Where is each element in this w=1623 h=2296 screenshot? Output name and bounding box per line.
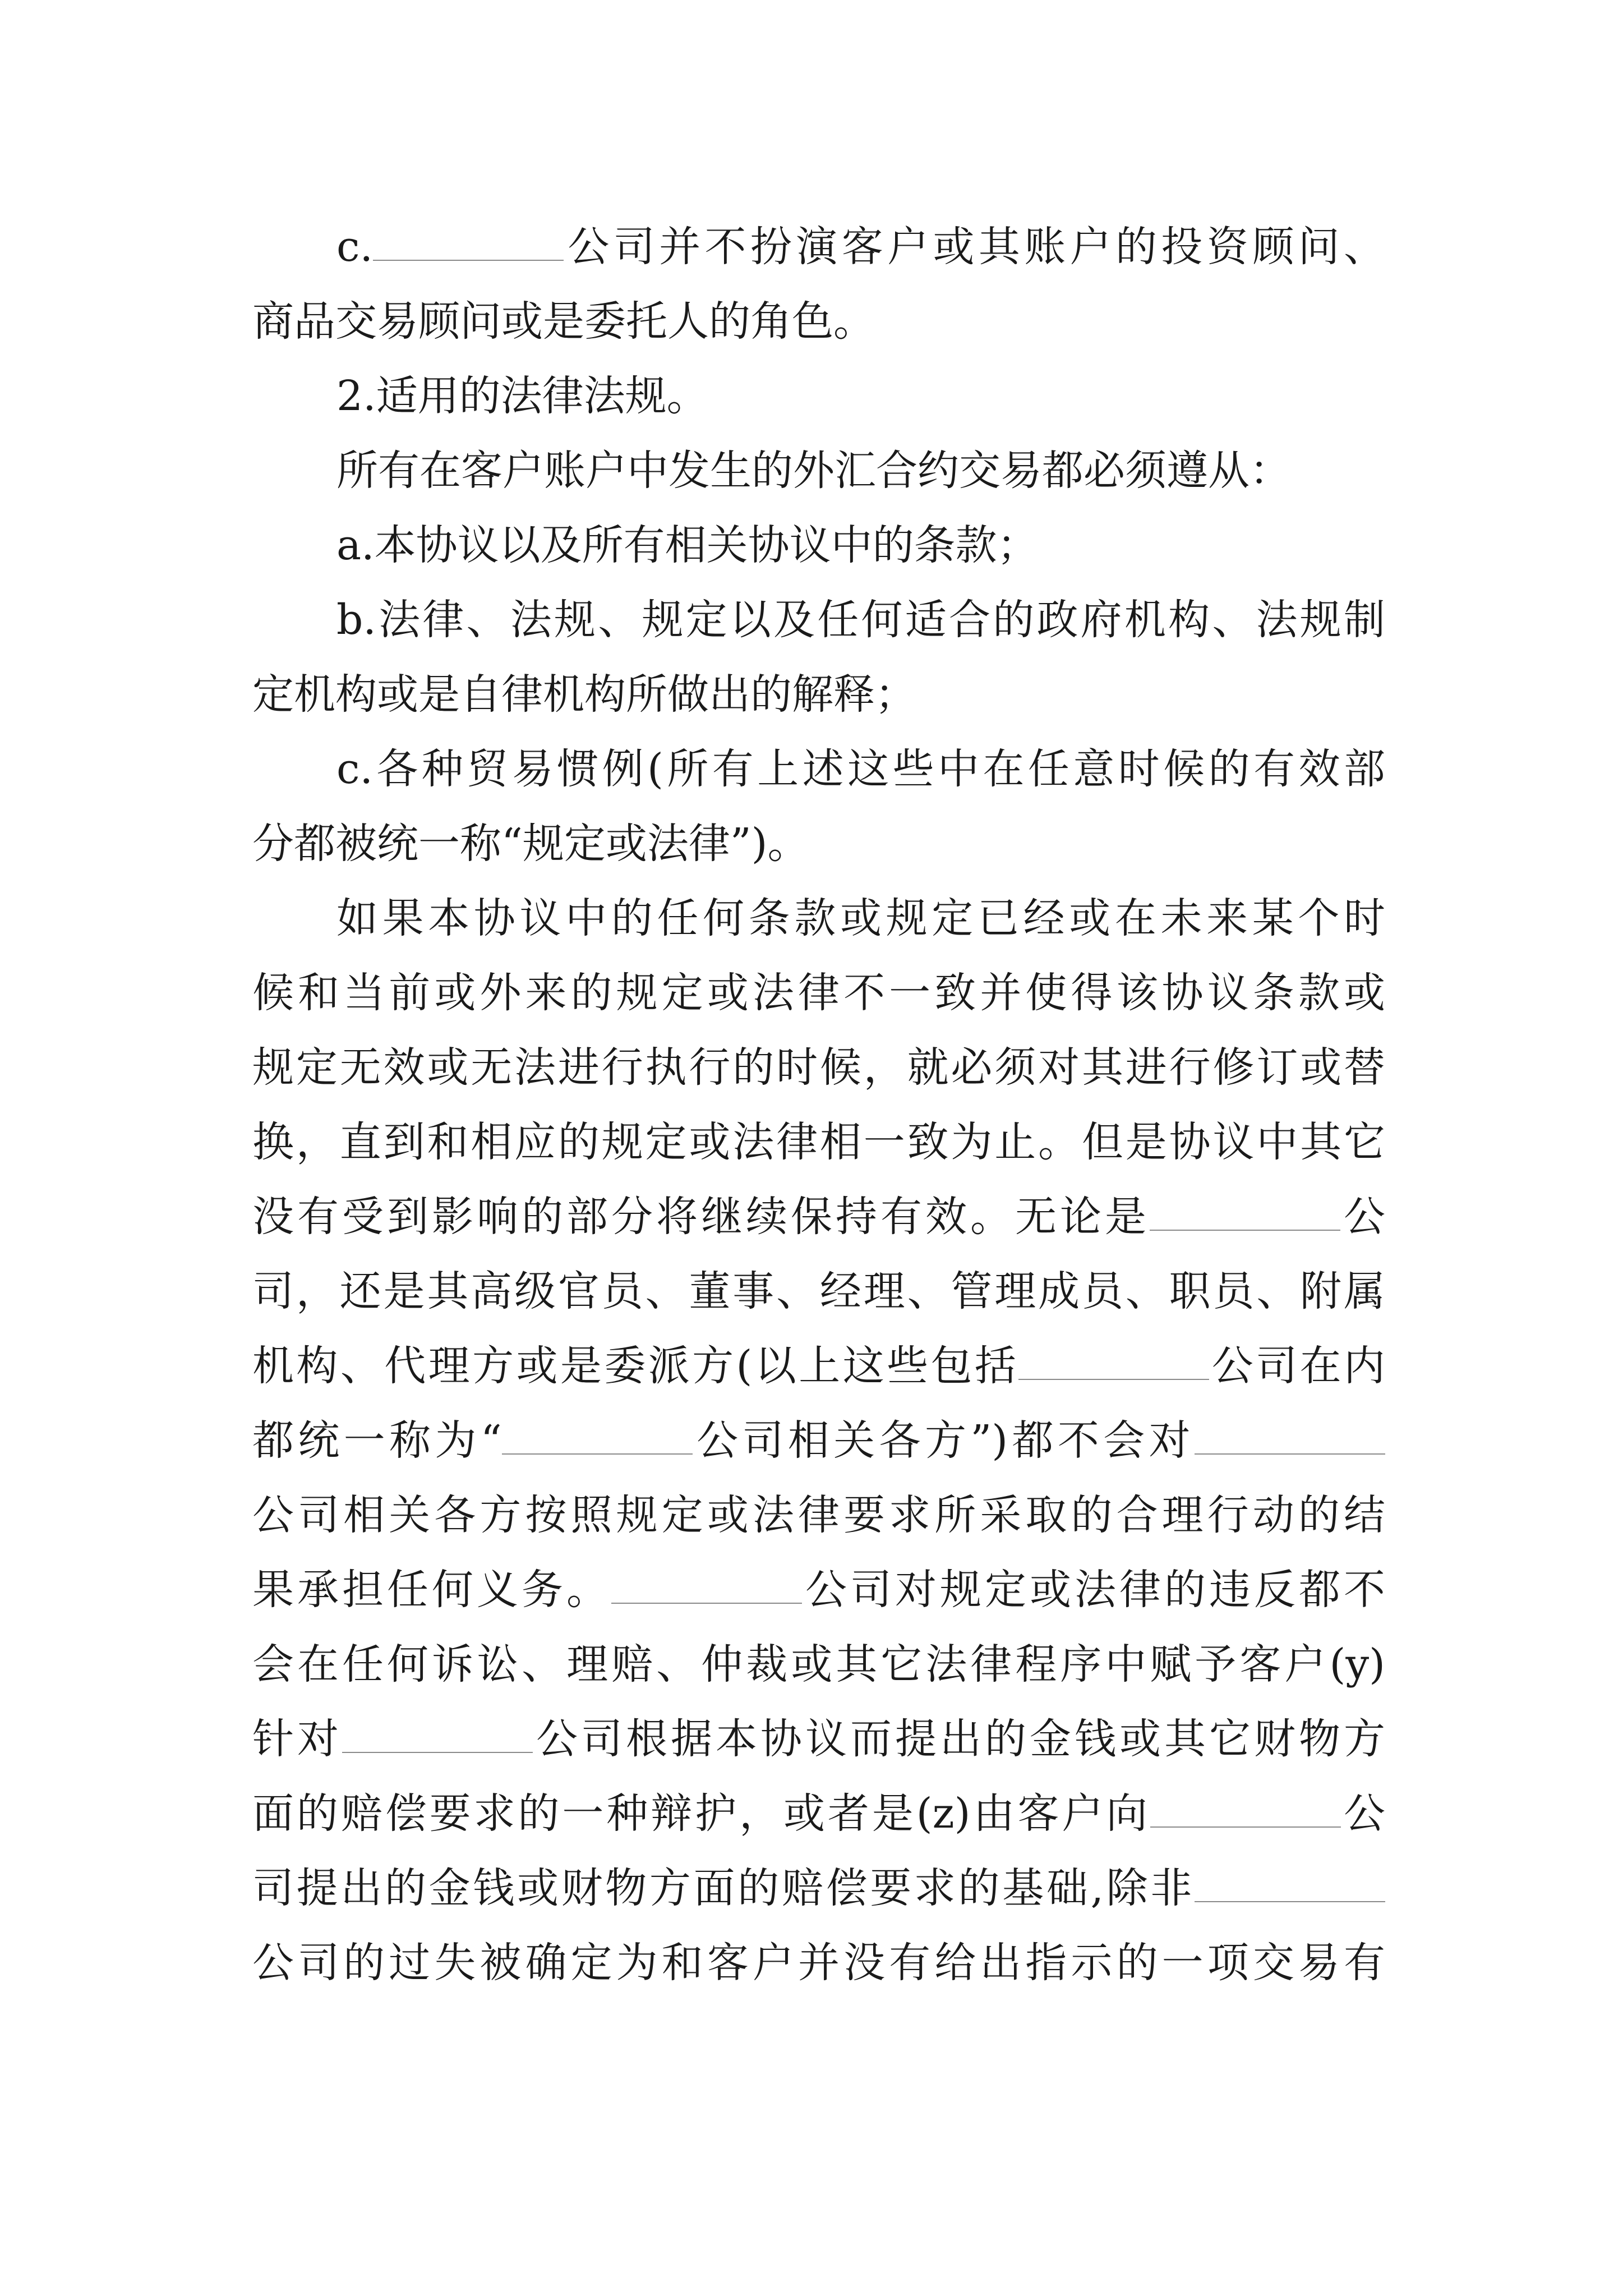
text-line: 商品交易顾问或是委托人的角色。 (252, 297, 875, 346)
document-page (252, 0, 1385, 2296)
fill-in-blank (342, 1716, 533, 1753)
list-item: c.各种贸易惯例(所有上述这些中在任意时候的有效部 (336, 745, 1385, 793)
text-line: 分都被统一称“规定或法律”)。 (252, 820, 809, 868)
fill-in-blank (1018, 1343, 1209, 1380)
text-line: 都统一称为“ 公司相关各方”)都不会对 (252, 1412, 1385, 1469)
text-line: 会在任何诉讼、理赔、仲裁或其它法律程序中赋予客户(y) (252, 1640, 1385, 1688)
text-line: 机构、代理方或是委派方(以上这些包括 公司在内 (252, 1342, 1386, 1390)
text-line: c. 公司并不扮演客户或其账户的投资顾问、 (336, 223, 1385, 271)
text-line: 没有受到影响的部分将继续保持有效。无论是 公 (252, 1193, 1385, 1241)
fill-in-blank (1195, 1865, 1385, 1902)
text-line: 候和当前或外来的规定或法律不一致并使得该协议条款或 (252, 969, 1385, 1017)
fill-in-blank (1150, 1791, 1341, 1828)
fill-in-blank (373, 224, 564, 261)
text-line: 规定无效或无法进行执行的时候，就必须对其进行修订或替 (252, 1043, 1385, 1092)
text-line: 所有在客户账户中发生的外汇合约交易都必须遵从： (336, 447, 1291, 495)
text-line: 面的赔偿要求的一种辩护，或者是(z)由客户向 公 (252, 1789, 1385, 1838)
text-line: 司提出的金钱或财物方面的赔偿要求的基础,除非 (252, 1860, 1385, 1916)
text-line: 司，还是其高级官员、董事、经理、管理成员、职员、附属 (252, 1267, 1385, 1315)
text-line: 针对 公司根据本协议而提出的金钱或其它财物方 (252, 1715, 1385, 1763)
text-line: 公司相关各方按照规定或法律要求所采取的合理行动的结 (252, 1491, 1385, 1539)
text-line: 如果本协议中的任何条款或规定已经或在未来某个时 (336, 894, 1385, 942)
text-line: 果承担任何义务。 公司对规定或法律的违反都不 (252, 1566, 1385, 1614)
section-heading: 2.适用的法律法规。 (336, 372, 708, 420)
text-line: 公司的过失被确定为和客户并没有给出指示的一项交易有 (252, 1939, 1385, 1987)
list-item: b.法律、法规、规定以及任何适合的政府机构、法规制 (336, 596, 1385, 644)
fill-in-blank (611, 1567, 802, 1604)
fill-in-blank (1150, 1194, 1340, 1231)
text-line: 换，直到和相应的规定或法律相一致为止。但是协议中其它 (252, 1118, 1385, 1166)
fill-in-blank (502, 1418, 693, 1455)
text-line: 定机构或是自律机构所做出的解释； (252, 670, 916, 719)
list-item: a.本协议以及所有相关协议中的条款； (336, 521, 1039, 569)
fill-in-blank (1195, 1418, 1385, 1455)
